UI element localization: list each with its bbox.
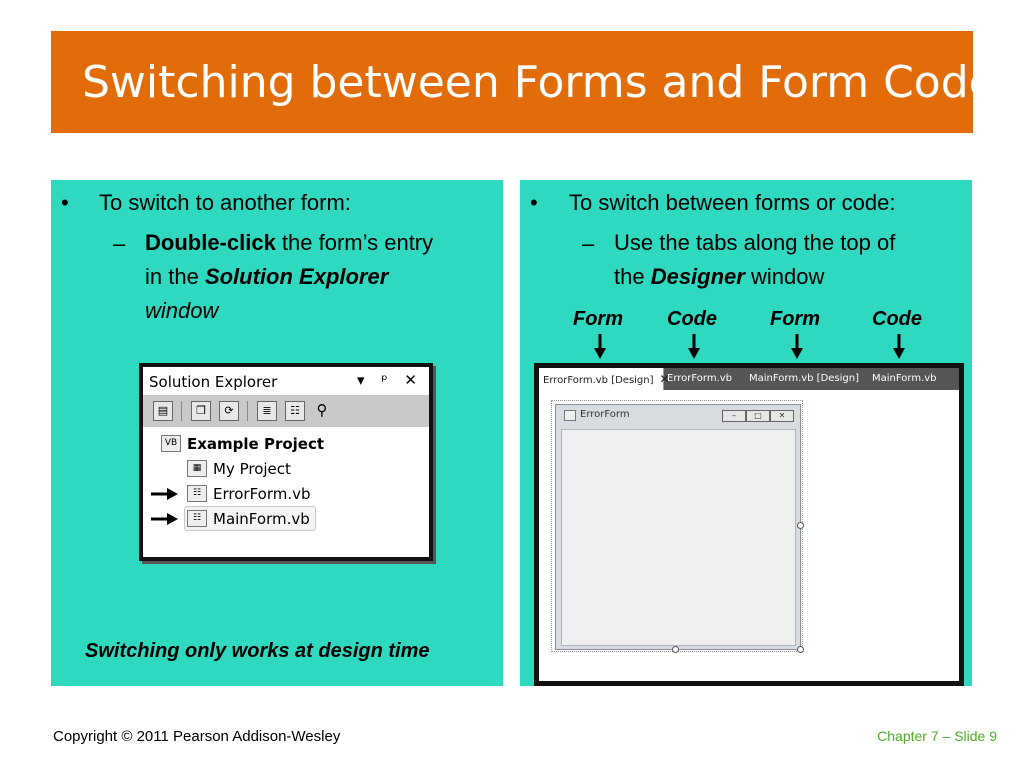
tab-mainform-design[interactable]: MainForm.vb [Design] (749, 373, 860, 384)
designer-window (534, 363, 964, 686)
maximize-icon: □ (746, 410, 770, 422)
slide-title: Switching between Forms and Form Code (82, 57, 996, 108)
form-design-surface[interactable] (551, 400, 803, 652)
my-project-icon: ▦ (187, 460, 207, 477)
tree-item-project[interactable] (143, 433, 429, 455)
sub-text: the form’s entry (275, 230, 434, 255)
left-sub-line3: window (145, 298, 219, 323)
form-titlebar (556, 405, 800, 425)
design-time-note: Switching only works at design time (85, 640, 430, 662)
close-icon: ✕ (770, 410, 794, 422)
right-sub-line2 (614, 260, 824, 294)
se-window-controls[interactable]: ▾ ᵖ ✕ (356, 371, 423, 389)
se-toolbar (143, 395, 429, 427)
arrow-label-code: Code (667, 308, 717, 330)
tree-item-label: ErrorForm.vb (213, 485, 311, 503)
arrow-label-form: Form (770, 308, 820, 330)
arrow-down-icon (892, 334, 906, 360)
resize-handle[interactable] (672, 646, 679, 653)
arrow-right-icon (151, 487, 179, 501)
properties-icon[interactable]: ▤ (153, 401, 173, 421)
bullet-dot: • (61, 190, 69, 215)
bullet-dot: • (530, 190, 538, 215)
designer-text: Designer (650, 264, 745, 289)
form-file-icon: ☷ (187, 485, 207, 502)
dash: – (113, 231, 126, 256)
tree-item-mainform[interactable] (143, 508, 429, 530)
arrow-label-code: Code (872, 308, 922, 330)
tab-mainform-code[interactable]: MainForm.vb (872, 373, 937, 384)
form-client-area[interactable] (561, 429, 796, 646)
view-code-icon[interactable]: ≣ (257, 401, 277, 421)
tab-label: ErrorForm.vb [Design] (543, 375, 654, 386)
tab-errorform-code[interactable]: ErrorForm.vb (667, 373, 733, 384)
show-all-files-icon[interactable]: ❐ (191, 401, 211, 421)
arrow-down-icon (593, 334, 607, 360)
form-icon (564, 410, 576, 421)
vb-project-icon: VB (161, 435, 181, 452)
tab-errorform-design[interactable] (539, 368, 670, 390)
class-view-icon[interactable]: ⚲ (316, 401, 328, 419)
left-sub-line2 (145, 260, 388, 294)
project-label: Example Project (187, 435, 325, 453)
form-file-icon: ☷ (187, 510, 207, 527)
double-click-text: Double-click (145, 230, 276, 255)
right-sub-line1: Use the tabs along the top of (614, 230, 896, 255)
toolbar-separator (247, 401, 248, 421)
tree-item-errorform[interactable] (143, 483, 429, 505)
arrow-down-icon (687, 334, 701, 360)
copyright-footer: Copyright © 2011 Pearson Addison-Wesley (53, 728, 341, 745)
right-bullet-text: To switch between forms or code: (569, 190, 896, 215)
view-designer-icon[interactable]: ☷ (285, 401, 305, 421)
left-panel (51, 180, 503, 686)
resize-handle[interactable] (797, 522, 804, 529)
dash: – (582, 231, 595, 256)
tree-item-label: My Project (213, 460, 291, 478)
toolbar-separator (181, 401, 182, 421)
arrow-right-icon (151, 512, 179, 526)
sub-text: window (744, 264, 825, 289)
se-header (143, 367, 429, 395)
resize-handle[interactable] (797, 646, 804, 653)
sub-text: the (614, 264, 651, 289)
solution-explorer-text: Solution Explorer (204, 264, 389, 289)
right-panel (520, 180, 972, 686)
arrow-label-form: Form (573, 308, 623, 330)
minimize-icon: – (722, 410, 746, 422)
solution-explorer-window (139, 363, 433, 561)
close-icon[interactable]: ✕ (659, 372, 670, 386)
designer-tabstrip (539, 368, 959, 390)
tree-item-my-project[interactable] (143, 458, 429, 480)
se-title: Solution Explorer (149, 373, 278, 391)
left-bullet-text: To switch to another form: (99, 190, 351, 215)
refresh-icon[interactable]: ⟳ (219, 401, 239, 421)
form-title: ErrorForm (580, 409, 630, 420)
left-sub-line1 (145, 226, 433, 260)
arrow-down-icon (790, 334, 804, 360)
sub-text: in the (145, 264, 205, 289)
slide-number: Chapter 7 – Slide 9 (877, 728, 997, 744)
tree-item-label: MainForm.vb (213, 510, 310, 528)
errorform-window[interactable] (555, 404, 801, 650)
title-bar (51, 31, 996, 133)
